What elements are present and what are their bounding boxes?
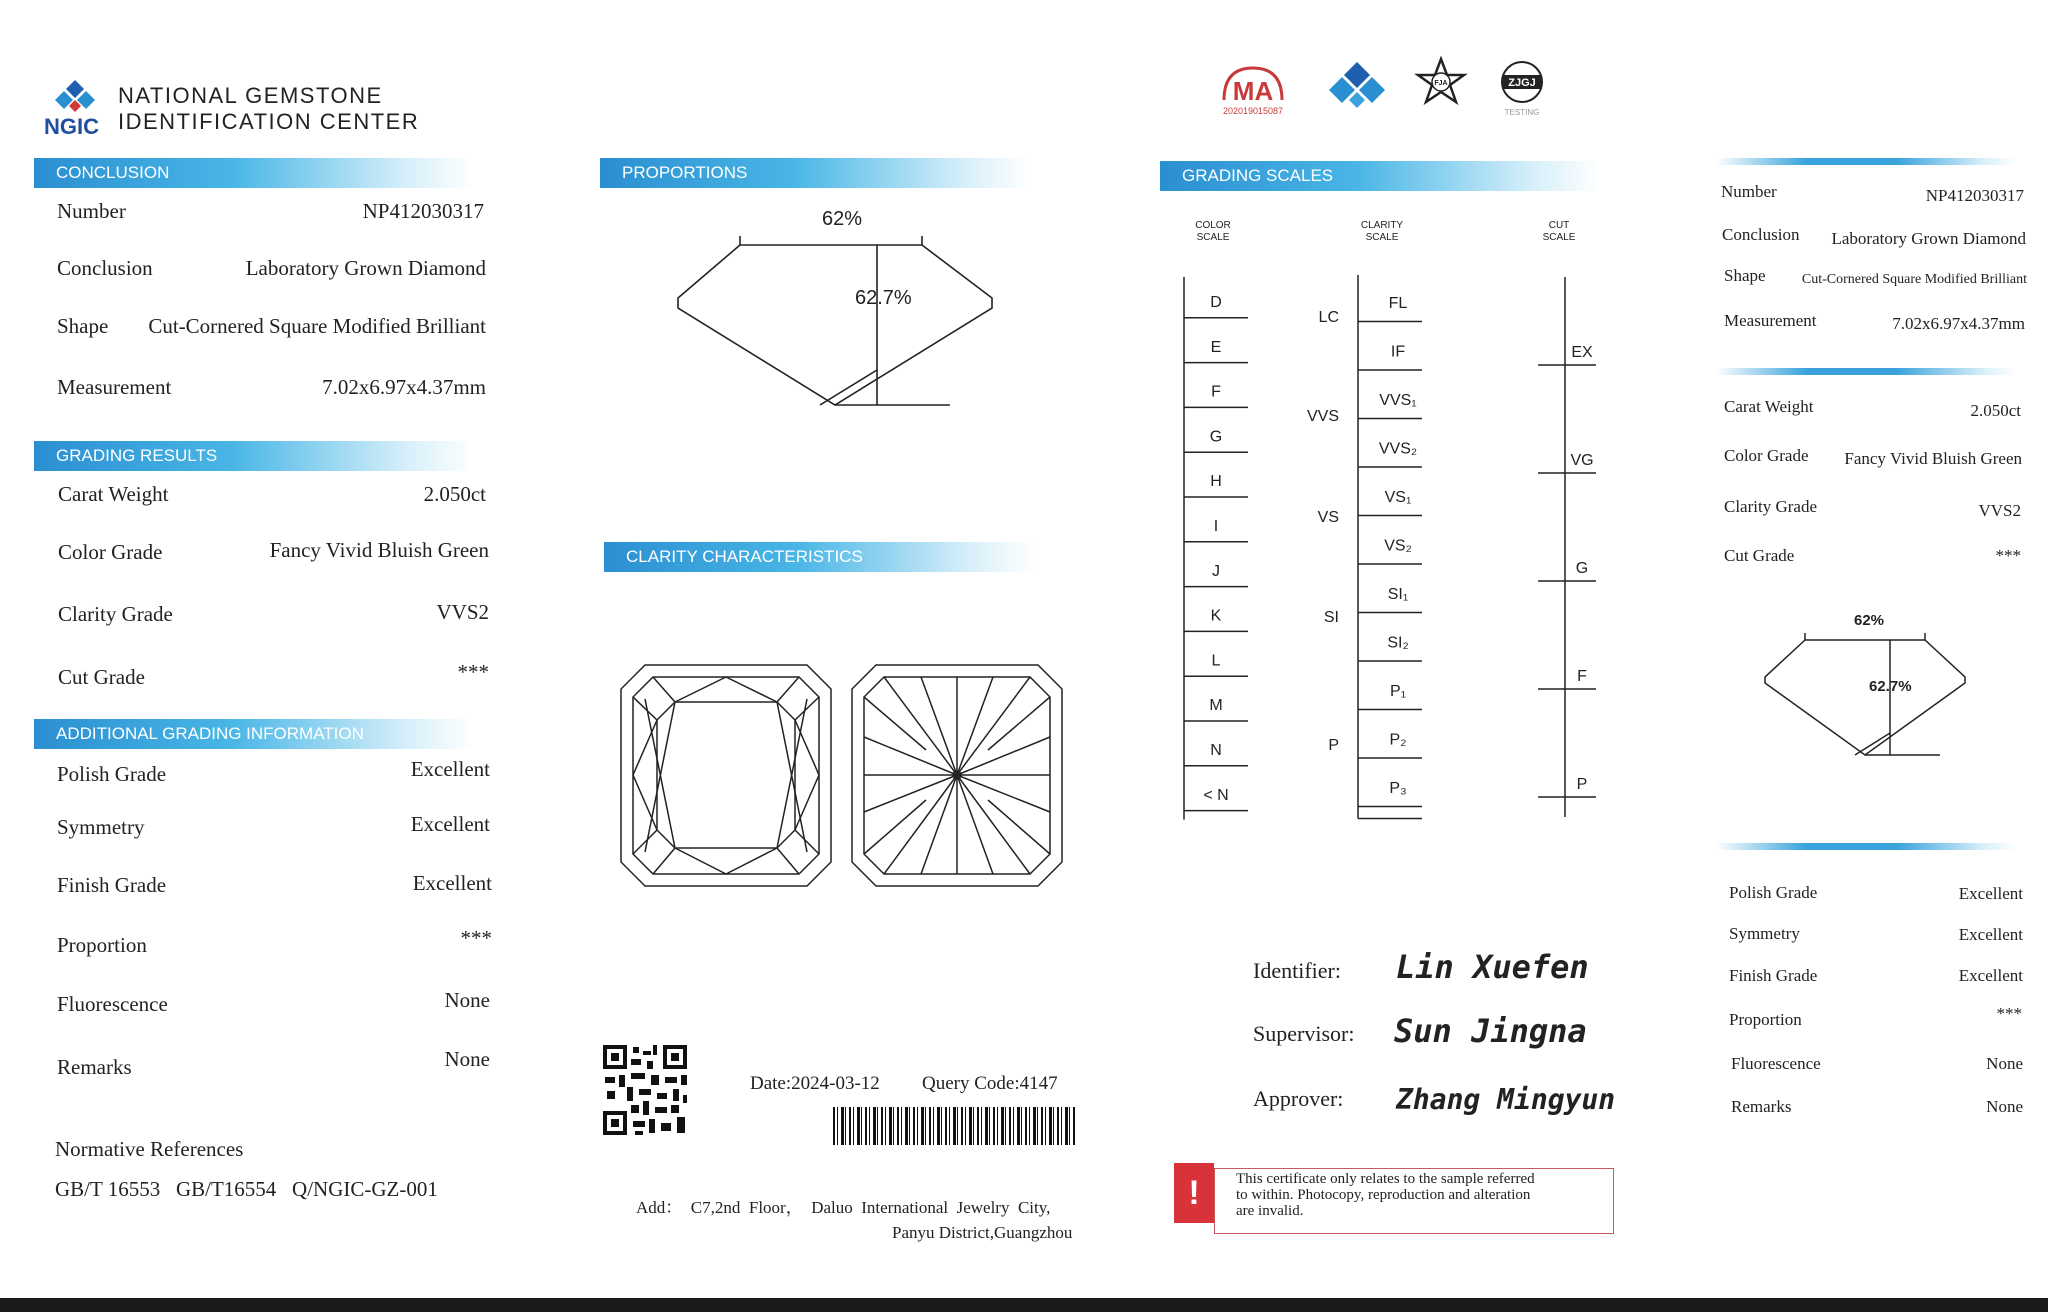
carat-weight-label: Carat Weight	[58, 482, 169, 506]
additional-info-heading: ADDITIONAL GRADING INFORMATION	[34, 719, 474, 749]
color-grade-12: < N	[1203, 786, 1229, 804]
shape-value: Cut-Cornered Square Modified Brilliant	[148, 314, 486, 338]
summary-table-pct: 62%	[1854, 612, 1885, 629]
summary-fluorescence-value: None	[1986, 1054, 2023, 1073]
summary-clarity-value: VVS2	[1978, 501, 2021, 520]
notice-line1: This certificate only relates to the sample referred	[1236, 1171, 1535, 1187]
notice-line3: are invalid.	[1236, 1203, 1304, 1219]
measurement-label: Measurement	[57, 375, 172, 399]
clarity-group-4: SI	[1323, 609, 1339, 626]
conclusion-label: Conclusion	[57, 256, 153, 280]
zjgj-text: ZJGJ	[1508, 77, 1536, 89]
symmetry-value: Excellent	[410, 812, 490, 836]
logo-abbr: NGIC	[44, 114, 99, 139]
supervisor-label: Supervisor:	[1253, 1021, 1355, 1046]
finish-grade-label: Finish Grade	[57, 873, 167, 897]
conclusion-heading: CONCLUSION	[34, 158, 474, 188]
summary-remarks-label: Remarks	[1731, 1097, 1792, 1116]
summary-finish-label: Finish Grade	[1729, 966, 1818, 985]
proportions-heading: PROPORTIONS	[600, 158, 1030, 188]
clarity-grade-9: P₁	[1389, 683, 1407, 700]
summary-bottom-bar	[1716, 843, 2016, 850]
org-name-line2: IDENTIFICATION CENTER	[118, 109, 420, 134]
notice-line2: to within. Photocopy, reproduction and alteration	[1236, 1187, 1531, 1203]
clarity-grade-1: FL	[1388, 295, 1408, 312]
finish-grade-value: Excellent	[412, 871, 492, 895]
measurement-value: 7.02x6.97x4.37mm	[322, 375, 486, 399]
summary-measurement-value: 7.02x6.97x4.37mm	[1892, 314, 2025, 333]
polish-grade-label: Polish Grade	[57, 762, 167, 786]
clarity-scale-title-line1: CLARITY	[1360, 220, 1404, 231]
summary-polish-label: Polish Grade	[1729, 883, 1818, 902]
color-grade-11: N	[1210, 742, 1222, 759]
summary-proportion-value: ***	[1996, 1004, 2022, 1023]
org-name-line1: NATIONAL GEMSTONE	[118, 83, 383, 108]
cut-grade-value: ***	[457, 660, 489, 684]
normative-heading: Normative References	[55, 1137, 244, 1161]
color-grade-3: F	[1211, 383, 1221, 401]
issue-date: Date:2024-03-12	[750, 1073, 880, 1094]
summary-color-label: Color Grade	[1724, 446, 1809, 465]
summary-carat-value: 2.050ct	[1970, 401, 2021, 420]
conclusion-value: Laboratory Grown Diamond	[245, 256, 486, 280]
summary-number-label: Number	[1721, 182, 1777, 201]
summary-symmetry-label: Symmetry	[1729, 924, 1800, 943]
notice-text	[1236, 1171, 1535, 1219]
clarity-characteristics-heading: CLARITY CHARACTERISTICS	[604, 542, 1034, 572]
color-scale-title-line1: COLOR	[1195, 220, 1231, 231]
summary-measurement-label: Measurement	[1724, 311, 1817, 330]
proportions-table-pct: 62%	[818, 208, 866, 231]
clarity-grade-value: VVS2	[436, 600, 489, 624]
cma-mark-text: MA	[1232, 76, 1274, 106]
crown-view-diagram	[615, 662, 837, 892]
clarity-grade-3: VVS₁	[1379, 392, 1417, 409]
cut-grade-label: Cut Grade	[58, 665, 145, 689]
summary-fluorescence-label: Fluorescence	[1731, 1054, 1821, 1073]
cut-scale-title-line1: CUT	[1548, 220, 1570, 231]
fluorescence-value: None	[444, 988, 490, 1012]
summary-top-bar	[1716, 158, 2016, 165]
color-grade-value: Fancy Vivid Bluish Green	[269, 538, 489, 562]
summary-clarity-label: Clarity Grade	[1724, 497, 1817, 516]
color-grade-5: H	[1210, 473, 1222, 491]
cut-scale-title-line2: SCALE	[1542, 232, 1576, 243]
testing-text: TESTING	[1504, 108, 1540, 117]
color-grade-4: G	[1209, 428, 1223, 446]
summary-proportion-label: Proportion	[1729, 1010, 1802, 1029]
cut-grade-4: F	[1577, 668, 1587, 685]
summary-shape-value: Cut-Cornered Square Modified Brilliant	[1801, 272, 2027, 287]
number-label: Number	[57, 199, 126, 223]
summary-finish-value: Excellent	[1958, 966, 2023, 985]
proportions-diagram	[670, 210, 1000, 410]
clarity-grade-10: P₂	[1389, 731, 1407, 749]
clarity-scale-title-line2: SCALE	[1365, 232, 1399, 243]
fja-star-icon	[1416, 56, 1466, 108]
color-grade-8: K	[1210, 607, 1222, 625]
clarity-grade-2: IF	[1390, 343, 1406, 361]
grading-scales-heading: GRADING SCALES	[1160, 161, 1600, 191]
grading-scales-chart	[1160, 205, 1594, 845]
polish-grade-value: Excellent	[410, 757, 490, 781]
shape-label: Shape	[57, 314, 109, 338]
cut-grade-3: G	[1575, 560, 1589, 577]
number-value: NP412030317	[362, 199, 484, 223]
warning-icon: !	[1174, 1163, 1214, 1223]
summary-proportions-diagram	[1760, 615, 1970, 760]
clarity-group-3: VS	[1317, 509, 1339, 526]
remarks-value: None	[444, 1047, 490, 1071]
color-grade-2: E	[1210, 338, 1222, 356]
clarity-grade-label: Clarity Grade	[58, 602, 173, 626]
proportion-label: Proportion	[57, 933, 147, 957]
identifier-label: Identifier:	[1253, 958, 1341, 983]
identifier-signature: Lin Xuefen	[1396, 948, 1589, 986]
proportion-value: ***	[460, 926, 492, 950]
clarity-grade-4: VVS₂	[1378, 440, 1418, 458]
remarks-label: Remarks	[57, 1055, 132, 1079]
color-grade-7: J	[1212, 562, 1220, 580]
summary-cut-value: ***	[1995, 546, 2021, 565]
zjgj-mark-icon	[1492, 58, 1552, 120]
ngic-diamond-mark-icon	[1326, 60, 1388, 112]
color-grade-9: L	[1211, 652, 1221, 670]
cut-grade-2: VG	[1570, 452, 1594, 469]
normative-text: GB/T 16553 GB/T16554 Q/NGIC-GZ-001	[55, 1177, 438, 1201]
summary-shape-label: Shape	[1724, 266, 1766, 285]
supervisor-signature: Sun Jingna	[1394, 1012, 1587, 1050]
clarity-grade-8: SI₂	[1387, 634, 1409, 652]
carat-weight-value: 2.050ct	[423, 482, 486, 506]
fluorescence-label: Fluorescence	[57, 992, 168, 1016]
address-line1: Add： C7,2nd Floor， Daluo International Jewelry City,	[636, 1198, 1051, 1217]
clarity-group-5: P	[1328, 737, 1339, 754]
cma-number-text: 202019015087	[1222, 106, 1284, 116]
clarity-group-1: LC	[1318, 309, 1339, 326]
summary-color-value: Fancy Vivid Bluish Green	[1844, 449, 2022, 468]
clarity-grade-7: SI₁	[1387, 586, 1409, 603]
summary-polish-value: Excellent	[1958, 884, 2023, 903]
color-grade-1: D	[1210, 294, 1222, 311]
summary-depth-pct: 62.7%	[1869, 678, 1912, 695]
color-scale-title-line2: SCALE	[1196, 232, 1230, 243]
cma-mark-icon	[1218, 62, 1288, 118]
cut-grade-5: P	[1576, 776, 1588, 793]
color-grade-6: I	[1213, 518, 1219, 535]
summary-number-value: NP412030317	[1925, 186, 2024, 205]
proportions-depth-pct: 62.7%	[855, 287, 912, 309]
clarity-grade-5: VS₁	[1384, 489, 1412, 506]
clarity-grade-6: VS₂	[1384, 537, 1412, 555]
cut-grade-1: EX	[1571, 344, 1593, 361]
qr-code	[601, 1043, 689, 1137]
symmetry-label: Symmetry	[57, 815, 145, 839]
clarity-group-2: VVS	[1306, 408, 1339, 425]
summary-conclusion-label: Conclusion	[1722, 225, 1800, 244]
approver-label: Approver:	[1253, 1086, 1344, 1111]
color-grade-label: Color Grade	[58, 540, 163, 564]
fja-text: FJA	[1434, 80, 1448, 87]
summary-symmetry-value: Excellent	[1958, 925, 2023, 944]
address-line2: Panyu District,Guangzhou	[892, 1223, 1073, 1242]
barcode	[833, 1107, 1077, 1145]
summary-mid-bar	[1716, 368, 2016, 375]
clarity-grade-11: P₃	[1389, 780, 1407, 797]
grading-results-heading: GRADING RESULTS	[34, 441, 474, 471]
summary-conclusion-value: Laboratory Grown Diamond	[1831, 229, 2026, 248]
summary-remarks-value: None	[1986, 1097, 2023, 1116]
color-grade-10: M	[1209, 697, 1223, 715]
query-code: Query Code:4147	[922, 1073, 1058, 1094]
approver-signature: Zhang Mingyun	[1396, 1083, 1616, 1116]
pavilion-view-diagram	[846, 662, 1068, 892]
summary-carat-label: Carat Weight	[1724, 397, 1814, 416]
summary-cut-label: Cut Grade	[1724, 546, 1795, 565]
